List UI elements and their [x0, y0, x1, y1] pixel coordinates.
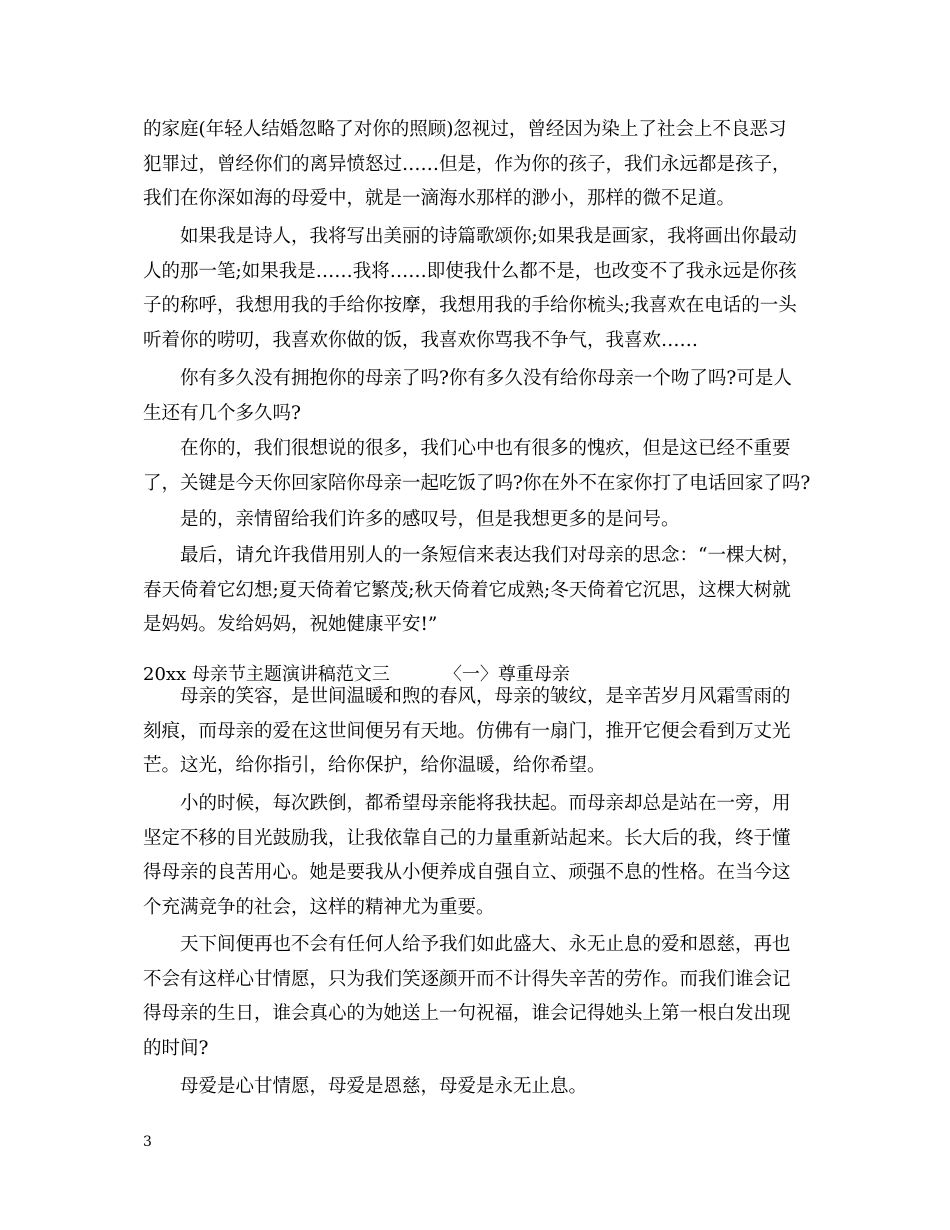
text-line: 坚定不移的目光鼓励我，让我依靠自己的力量重新站起来。长大后的我，终于懂 [143, 827, 791, 849]
paragraph-9 [143, 928, 823, 1066]
paragraph-8 [143, 787, 823, 925]
text-line: 犯罪过，曾经你们的离异愤怒过……但是，作为你的孩子，我们永远都是孩子， [143, 153, 791, 175]
page-number: 3 [143, 1134, 152, 1150]
text-line: 如果我是诗人，我将写出美丽的诗篇歌颂你;如果我是画家，我将画出你最动 [180, 226, 797, 247]
text-line: 的家庭(年轻人结婚忽略了对你的照顾)忽视过，曾经因为染上了社会上不良恶习 [143, 119, 787, 140]
heading-subtitle: 〈一〉尊重母亲 [443, 664, 570, 685]
text-line: 是妈妈。发给妈妈，祝她健康平安!” [143, 614, 438, 635]
paragraph-10 [143, 1070, 823, 1105]
text-line: 生还有几个多久吗? [143, 402, 301, 424]
text-line: 在你的，我们很想说的很多，我们心中也有很多的愧疚，但是这已经不重要 [180, 438, 791, 459]
text-line: 的时间? [143, 1037, 209, 1059]
text-line: 你有多久没有拥抱你的母亲了吗?你有多久没有给你母亲一个吻了吗?可是人 [180, 368, 792, 389]
paragraph-7 [143, 680, 823, 784]
text-line: 听着你的唠叨，我喜欢你做的饭，我喜欢你骂我不争气，我喜欢…… [143, 329, 699, 351]
text-line: 得母亲的生日，谁会真心的为她送上一句祝福，谁会记得她头上第一根白发出现 [143, 1003, 791, 1024]
paragraph-6 [143, 539, 823, 643]
text-line: 是的，亲情留给我们许多的感叹号，但是我想更多的是问号。 [180, 509, 680, 530]
text-line: 芒。这光，给你指引，给你保护，给你温暖，给你希望。 [143, 755, 606, 776]
paragraph-1 [143, 113, 823, 217]
text-line: 小的时候，每次跌倒，都希望母亲能将我扶起。而母亲却总是站在一旁，用 [180, 793, 791, 814]
text-line: 母亲的笑容，是世间温暖和煦的春风，母亲的皱纹，是辛苦岁月风霜雪雨的 [180, 686, 791, 707]
text-line: 刻痕，而母亲的爱在这世间便另有天地。仿佛有一扇门，推开它便会看到万丈光 [143, 720, 791, 742]
text-line: 不会有这样心甘情愿，只为我们笑逐颜开而不计得失辛苦的劳作。而我们谁会记 [143, 968, 791, 990]
paragraph-3 [143, 362, 823, 431]
text-line: 最后，请允许我借用别人的一条短信来表达我们对母亲的思念：“一棵大树， [180, 545, 800, 566]
text-line: 我们在你深如海的母爱中，就是一滴海水那样的渺小，那样的微不足道。 [143, 188, 736, 209]
paragraph-5 [143, 503, 823, 538]
paragraph-4 [143, 432, 823, 501]
text-line: 个充满竞争的社会，这样的精神尤为重要。 [143, 896, 495, 918]
text-line: 了，关键是今天你回家陪你母亲一起吃饭了吗?你在外不在家你打了电话回家了吗? [143, 472, 811, 494]
text-line: 母爱是心甘情愿，母爱是恩慈，母爱是永无止息。 [180, 1076, 588, 1097]
text-line: 得母亲的良苦用心。她是要我从小便养成自强自立、顽强不息的性格。在当今这 [143, 862, 791, 883]
text-line: 天下间便再也不会有任何人给予我们如此盛大、永无止息的爱和恩慈，再也 [180, 934, 791, 955]
heading-title: 20xx 母亲节主题演讲稿范文三 [143, 664, 390, 685]
text-line: 子的称呼，我想用我的手给你按摩，我想用我的手给你梳头;我喜欢在电话的一头 [143, 295, 797, 316]
paragraph-2 [143, 220, 823, 358]
text-line: 春天倚着它幻想;夏天倚着它繁茂;秋天倚着它成熟;冬天倚着它沉思，这棵大树就 [143, 579, 791, 601]
text-line: 人的那一笔;如果我是……我将……即使我什么都不是，也改变不了我永远是你孩 [143, 260, 797, 282]
